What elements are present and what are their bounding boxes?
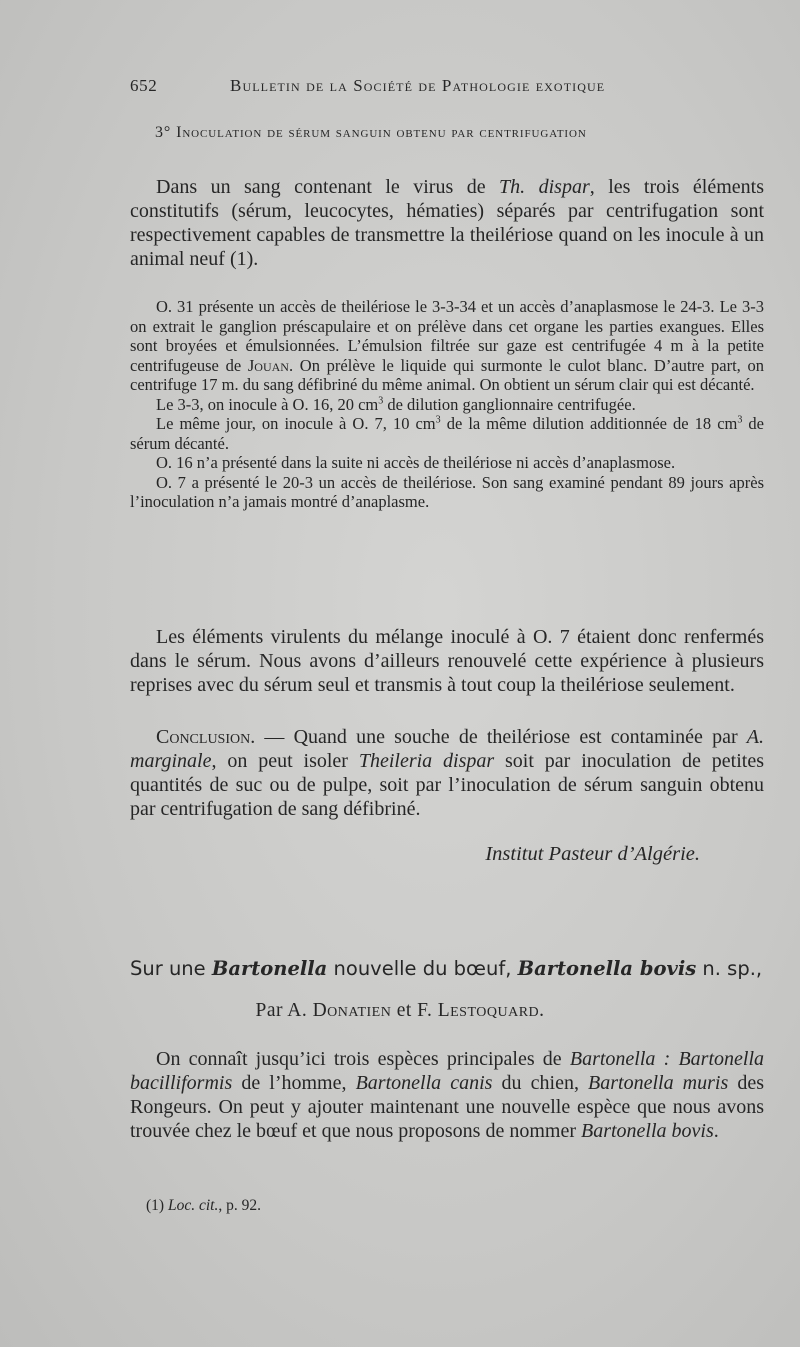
result-paragraph: Les éléments virulents du mélange inoculé à O. 7 étaient donc renfermés dans le sérum. Nous avons d’ailleurs renouvelé cette expérience à plusieurs reprises avec du sérum seul et transmis à tout coup la theilériose seulement.: [130, 626, 764, 696]
person-name: Jouan: [247, 355, 289, 375]
author-name: Donatien: [312, 1000, 392, 1021]
experiment-paragraph-1: O. 31 présente un accès de theilériose le 3-3-34 et un accès d’anaplasmose le 24-3. Le 3-3 on extrait le ganglion préscapulaire et on prélève dans cet organe les parties exangues. Elles sont broyées et émulsionnées. L’émulsion filtrée sur gaze est centrifugée 4 m à la petite centrifugeuse de Jouan. On prélève le liquide qui surmonte le culot blanc. D’autre part, on centrifuge 17 m. du sang défibriné du même animal. On obtient un sérum clair qui est décanté.: [130, 297, 764, 394]
experiment-block: [130, 297, 764, 512]
running-header: [130, 76, 682, 106]
intro-paragraph: Dans un sang contenant le virus de Th. dispar, les trois éléments constitutifs (sérum, leucocytes, hématies) séparés par centrifugation sont respectivement capables de transmettre la theilériose quand on les inocule à un animal neuf (1).: [130, 176, 765, 270]
experiment-paragraph-5: O. 7 a présenté le 20-3 un accès de theilériose. Son sang examiné pendant 89 jours après l’inoculation n’a jamais montré d’anaplasme.: [130, 472, 764, 511]
species-name: Th. dispar: [499, 176, 590, 198]
author-name: Lestoquard: [437, 1000, 540, 1021]
signature: Institut Pasteur d’Algérie.: [485, 843, 700, 865]
experiment-paragraph-2: Le 3-3, on inocule à O. 16, 20 $cm^3$ de dilution ganglionnaire centrifugée.: [156, 394, 636, 414]
running-title: Bulletin de la Société de Pathologie exotique: [230, 76, 606, 95]
page-number: 652: [130, 76, 158, 95]
article-title: Sur une Bartonella nouvelle du bœuf, Bartonella bovis n. sp.,: [130, 957, 763, 980]
section-heading: 3° Inoculation de sérum sanguin obtenu par centrifugation: [155, 124, 587, 141]
article-paragraph: On connaît jusqu’ici trois espèces principales de Bartonella : Bartonella bacilliformis de l’homme, Bartonella canis du chien, Bartonella muris des Rongeurs. On peut y ajouter maintenant une nouvelle espèce que nous avons trouvée chez le bœuf et que nous proposons de nommer Bartonella bovis.: [130, 1048, 764, 1142]
experiment-paragraph-3: Le même jour, on inocule à O. 7, 10 $cm^3$ de la même dilution additionnée de 18 $cm^3$ de sérum décanté.: [130, 414, 764, 453]
article-authors: Par A. Donatien et F. Lestoquard.: [255, 1000, 545, 1021]
conclusion-paragraph: Conclusion. — Quand une souche de theilériose est contaminée par A. marginale, on peut isoler Theileria dispar soit par inoculation de petites quantités de suc ou de pulpe, soit par l’inoculation de sérum sanguin obtenu par centrifugation de sang défibriné.: [130, 726, 764, 820]
footnote: (1) Loc. cit., p. 92.: [146, 1197, 261, 1214]
conclusion-label: Conclusion.: [156, 726, 256, 748]
experiment-paragraph-4: O. 16 n’a présenté dans la suite ni accès de theilériose ni accès d’anaplasmose.: [156, 453, 676, 472]
